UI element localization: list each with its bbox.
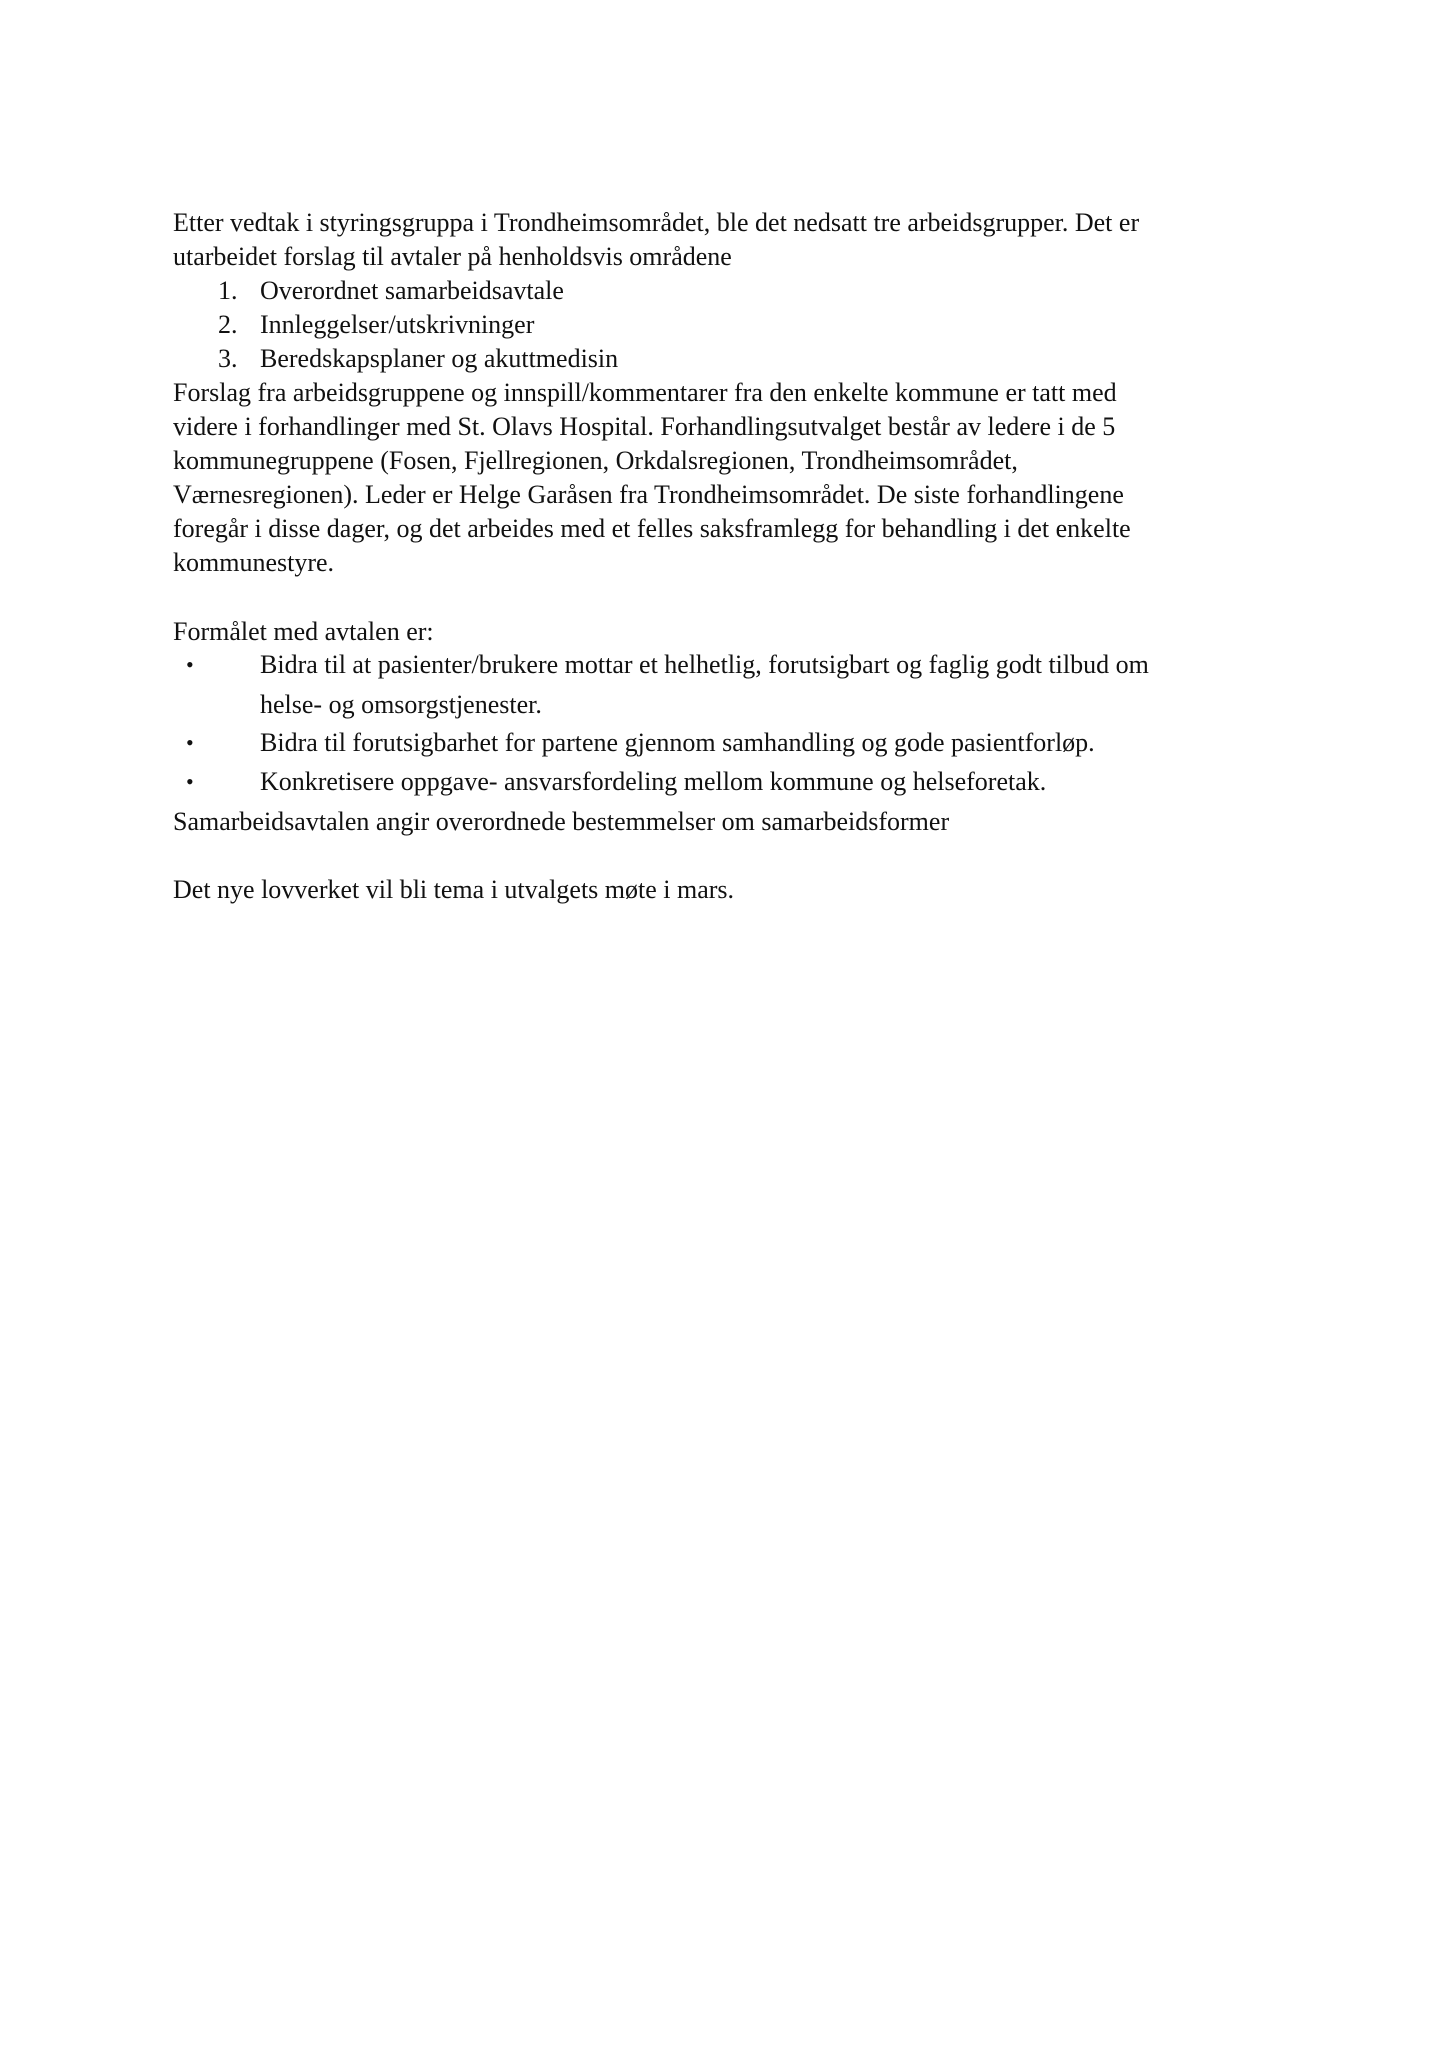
list-number: 1. [218,276,238,305]
bullet-icon: • [186,769,194,794]
paragraph-line: kommunegruppene (Fosen, Fjellregionen, Orkdalsregionen, Trondheimsområdet, [173,446,1018,475]
bullet-item-text: helse- og omsorgstjenester. [260,690,542,719]
intro-line: utarbeidet forslag til avtaler på henholdsvis områdene [173,242,732,271]
list-item-text: Innleggelser/utskrivninger [260,310,535,339]
paragraph-line: foregår i disse dager, og det arbeides med et felles saksframlegg for behandling i det enkelte [173,514,1131,543]
bullet-item-text: Bidra til forutsigbarhet for partene gjennom samhandling og gode pasientforløp. [260,728,1095,757]
bullet-item-text: Konkretisere oppgave- ansvarsfordeling mellom kommune og helseforetak. [260,767,1047,796]
list-number: 3. [218,344,238,373]
summary-line: Samarbeidsavtalen angir overordnede bestemmelser om samarbeidsformer [173,807,950,836]
closing-line: Det nye lovverket vil bli tema i utvalgets møte i mars. [173,875,735,904]
bullet-icon: • [186,730,194,755]
list-number: 2. [218,310,238,339]
paragraph-line: Værnesregionen). Leder er Helge Garåsen fra Trondheimsområdet. De siste forhandlingene [173,480,1124,509]
paragraph-line: videre i forhandlinger med St. Olavs Hospital. Forhandlingsutvalget består av ledere i de 5 [173,412,1116,441]
bullet-item-text: Bidra til at pasienter/brukere mottar et helhetlig, forutsigbart og faglig godt tilbud om [260,650,1149,679]
list-item-text: Overordnet samarbeidsavtale [260,276,564,305]
list-item-text: Beredskapsplaner og akuttmedisin [260,344,619,373]
paragraph-line: Forslag fra arbeidsgruppene og innspill/kommentarer fra den enkelte kommune er tatt med [173,378,1117,407]
purpose-heading: Formålet med avtalen er: [173,617,434,646]
paragraph-line: kommunestyre. [173,548,335,577]
intro-line: Etter vedtak i styringsgruppa i Trondheimsområdet, ble det nedsatt tre arbeidsgrupper. Det er [173,208,1140,237]
bullet-icon: • [186,652,194,677]
